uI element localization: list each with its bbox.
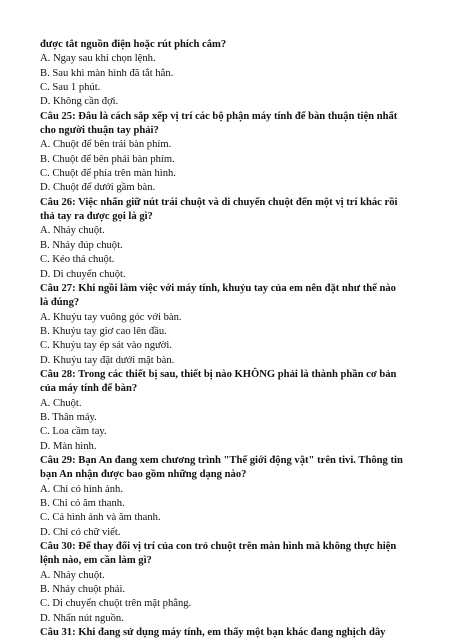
answer-option: D. Nhấn nút nguồn. [40, 612, 124, 624]
question-text-line: thả tay ra được gọi là gì? [40, 211, 153, 223]
answer-option: A. Ngay sau khi chọn lệnh. [40, 53, 156, 65]
answer-option: C. Kéo thả chuột. [40, 254, 115, 266]
answer-option: C. Loa cầm tay. [40, 426, 107, 438]
answer-option: A. Nháy chuột. [40, 225, 105, 237]
answer-option: B. Khuỷu tay giơ cao lên đầu. [40, 325, 167, 337]
answer-option: A. Chỉ có hình ảnh. [40, 483, 123, 495]
answer-option: A. Chuột để bên trái bàn phím. [40, 139, 172, 151]
answer-option: B. Sau khi màn hình đã tắt hẳn. [40, 67, 174, 79]
answer-option: C. Chuột để phía trên màn hình. [40, 168, 176, 180]
answer-option: B. Chuột để bên phải bàn phím. [40, 153, 175, 165]
answer-option: D. Chỉ có chữ viết. [40, 526, 121, 538]
answer-option: D. Chuột để dưới gầm bàn. [40, 182, 156, 194]
question-heading: Câu 31: Khi đang sử dụng máy tính, em thấy một bạn khác đang nghịch dây [40, 627, 386, 639]
answer-option: B. Nháy chuột phải. [40, 584, 126, 596]
answer-option: D. Màn hình. [40, 440, 97, 452]
question-text-line: được tắt nguồn điện hoặc rút phích cắm? [40, 39, 227, 50]
answer-option: D. Di chuyển chuột. [40, 268, 126, 280]
question-text-line: là đúng? [40, 297, 80, 309]
question-text-line: của máy tính để bàn? [40, 383, 138, 395]
answer-option: D. Không cần đợi. [40, 96, 119, 108]
answer-option: B. Thân máy. [40, 411, 97, 423]
answer-option: C. Cả hình ảnh và âm thanh. [40, 512, 161, 524]
answer-option: B. Nháy đúp chuột. [40, 239, 123, 251]
answer-option: B. Chỉ có âm thanh. [40, 498, 125, 509]
answer-option: A. Chuột. [40, 397, 82, 409]
question-text-line: cho người thuận tay phải? [40, 125, 159, 137]
question-heading: Câu 25: Đâu là cách sắp xếp vị trí các bộ phận máy tính để bàn thuận tiện nhất [40, 110, 398, 122]
question-heading: Câu 26: Việc nhấn giữ nút trái chuột và di chuyển chuột đến một vị trí khác rồi [40, 196, 398, 208]
question-text-line: lệnh nào, em cần làm gì? [40, 555, 152, 567]
answer-option: A. Khuỷu tay vuông góc với bàn. [40, 311, 182, 323]
answer-option: C. Sau 1 phút. [40, 82, 101, 94]
question-heading: Câu 29: Bạn An đang xem chương trình "Thế giới động vật" trên tivi. Thông tin [40, 454, 403, 466]
answer-option: A. Nháy chuột. [40, 569, 105, 581]
question-text-line: bạn An nhận được bao gồm những dạng nào? [40, 469, 247, 481]
answer-option: C. Khuỷu tay ép sát vào người. [40, 340, 172, 352]
question-heading: Câu 27: Khi ngồi làm việc với máy tính, khuỷu tay của em nên đặt như thế nào [40, 282, 396, 294]
question-heading: Câu 28: Trong các thiết bị sau, thiết bị nào KHÔNG phải là thành phần cơ bản [40, 368, 397, 380]
answer-option: D. Khuỷu tay đặt dưới mặt bàn. [40, 354, 175, 366]
question-heading: Câu 30: Để thay đổi vị trí của con trỏ chuột trên màn hình mà không thực hiện [40, 541, 397, 553]
document-page [40, 38, 420, 640]
answer-option: C. Di chuyển chuột trên mặt phẳng. [40, 598, 192, 610]
